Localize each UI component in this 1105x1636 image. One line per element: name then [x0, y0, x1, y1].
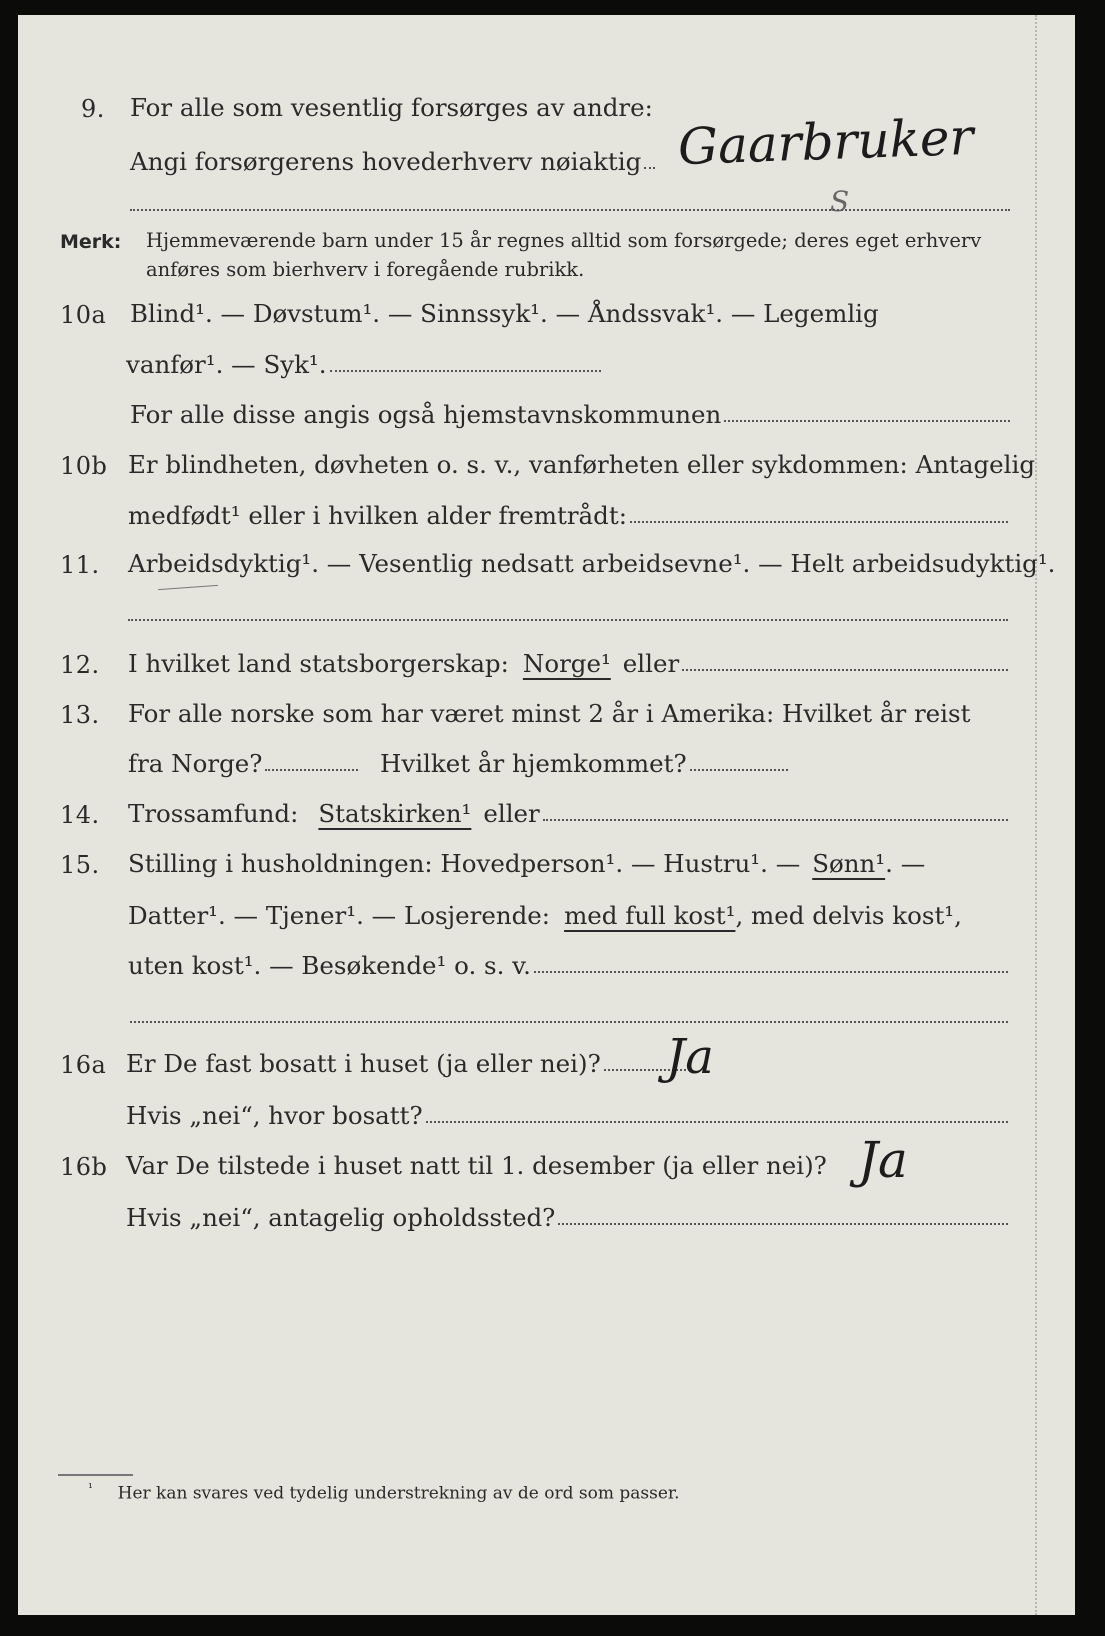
q15-number: 15.: [60, 851, 100, 879]
q10b-line2-dots: [630, 521, 1008, 523]
q16a-line2-dots: [426, 1121, 1008, 1123]
q11-line1-text: Arbeidsdyktig¹. — Vesentlig nedsatt arbeidsevne¹. — Helt arbeidsudyktig¹.: [128, 549, 1056, 578]
q9-line1-text: For alle som vesentlig forsørges av andre:: [130, 93, 653, 122]
footnote-text: Her kan svares ved tydelig understrekning av de ord som passer.: [117, 1483, 680, 1504]
q16a-line2: [126, 1101, 1008, 1130]
q16a-number: 16a: [60, 1051, 107, 1079]
q15-underlined-full-board: med full kost¹: [564, 901, 736, 930]
footnote-marker: ¹: [88, 1481, 93, 1495]
q16b-handwritten-answer: Ja: [858, 1131, 908, 1189]
q16b-line2: [126, 1203, 1008, 1232]
q10a-line2: [126, 350, 601, 379]
q16b-line2-dots: [558, 1223, 1008, 1225]
q9-line2: [130, 147, 655, 176]
q12-underlined-answer: Norge¹: [522, 649, 611, 678]
q10a-line1-text: Blind¹. — Døvstum¹. — Sinnssyk¹. — Åndssvak¹. — Legemlig: [130, 299, 879, 328]
q15-line1: [128, 849, 925, 878]
q12-line: [128, 649, 1008, 678]
merk-line2: anføres som bierhverv i foregående rubrikk.: [146, 258, 585, 281]
q10a-number: 10a: [60, 301, 107, 329]
q15-line2b: , med delvis kost¹,: [735, 901, 962, 930]
q15-line3-text: uten kost¹. — Besøkende¹ o. s. v.: [128, 951, 531, 980]
q9-extra-dotline: [130, 209, 1010, 211]
q10a-line1: [130, 299, 879, 328]
q15-line2: [128, 901, 962, 930]
q13-number: 13.: [60, 701, 100, 729]
merk-line1: Hjemmeværende barn under 15 år regnes alltid som forsørgede; deres eget erhverv: [146, 229, 982, 252]
q10a-line3: [130, 400, 1010, 429]
q15-line3-dots: [534, 971, 1008, 973]
q16a-handwritten-answer: Ja: [666, 1029, 714, 1085]
footnote-rule: [58, 1474, 133, 1476]
q12-suffix: eller: [622, 649, 680, 678]
q13-line2a-text: fra Norge?: [128, 749, 263, 778]
q13-line2a-dots: [265, 769, 358, 771]
q11-answer-dotline: [128, 619, 1008, 621]
q15-line2a: Datter¹. — Tjener¹. — Losjerende:: [128, 901, 551, 930]
q12-number: 12.: [60, 651, 100, 679]
q10b-number: 10b: [60, 452, 108, 480]
footnote: [88, 1481, 680, 1504]
q12-dots: [682, 669, 1008, 671]
q14-suffix: eller: [483, 799, 540, 828]
q10a-line3-text: For alle disse angis også hjemstavnskommunen: [130, 400, 722, 429]
q13-line1: [128, 699, 970, 728]
q15-line1b: . —: [885, 849, 926, 878]
q9-number: 9.: [81, 95, 105, 123]
q10a-line2-dots: [330, 370, 601, 372]
q14-underlined-answer: Statskirken¹: [318, 799, 472, 828]
q16a-line1: [126, 1049, 686, 1078]
q11-line1: [128, 549, 1055, 578]
q15-line3: [128, 951, 1008, 980]
q13-line2b: [380, 749, 788, 778]
q10a-line3-dots: [724, 420, 1010, 422]
q13-line2a: [128, 749, 358, 778]
q12-prefix: I hvilket land statsborgerskap:: [128, 649, 509, 678]
q16a-line2-text: Hvis „nei“, hvor bosatt?: [126, 1101, 423, 1130]
q11-number: 11.: [60, 551, 100, 579]
q10b-line1: [128, 450, 1035, 479]
form-body: [18, 15, 1075, 1615]
q15-underlined-son: Sønn¹: [812, 849, 886, 878]
q16a-line1-text: Er De fast bosatt i huset (ja eller nei)?: [126, 1049, 601, 1078]
q9-handwritten-mark: S: [830, 185, 850, 218]
q10b-line2: [128, 501, 1008, 530]
q9-line2-text: Angi forsørgerens hovederhverv nøiaktig: [130, 147, 642, 176]
q14-number: 14.: [60, 801, 100, 829]
q16b-number: 16b: [60, 1153, 108, 1181]
q14-dots: [543, 819, 1008, 821]
q10b-line2-text: medfødt¹ eller i hvilken alder fremtrådt:: [128, 501, 627, 530]
q16b-line1: [126, 1151, 827, 1180]
q13-line1-text: For alle norske som har været minst 2 år i Amerika: Hvilket år reist: [128, 699, 971, 728]
census-form-page: [18, 15, 1075, 1615]
q16b-line2-text: Hvis „nei“, antagelig opholdssted?: [126, 1203, 556, 1232]
q14-line: [128, 799, 1008, 828]
q13-line2b-dots: [690, 769, 788, 771]
q10b-line1-text: Er blindheten, døvheten o. s. v., vanførheten eller sykdommen: Antagelig: [128, 450, 1036, 479]
q15-line1a: Stilling i husholdningen: Hovedperson¹. — Hustru¹. —: [128, 849, 801, 878]
q16b-line1-text: Var De tilstede i huset natt til 1. desember (ja eller nei)?: [126, 1151, 827, 1180]
q9-answer-dots: [644, 167, 655, 169]
q15-extra-dotline: [130, 1021, 1008, 1023]
q9-handwritten-answer: Gaarbruker: [677, 107, 975, 177]
q9-line1: [130, 93, 660, 122]
merk-label: Merk:: [60, 231, 122, 253]
q13-line2b-text: Hvilket år hjemkommet?: [380, 749, 687, 778]
q10a-line2-text: vanfør¹. — Syk¹.: [126, 350, 327, 379]
q14-prefix: Trossamfund:: [128, 799, 299, 828]
q11-handwritten-stroke: [158, 585, 218, 590]
